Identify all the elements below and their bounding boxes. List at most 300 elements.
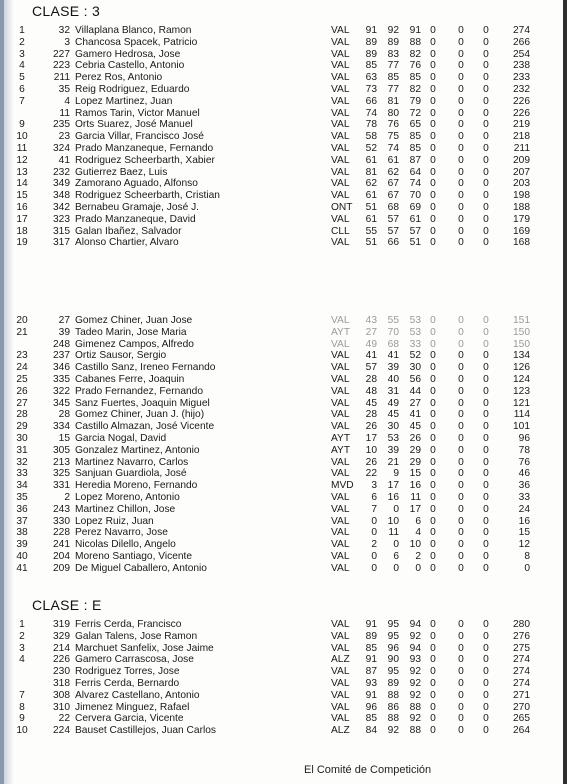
table-row: [4, 666, 563, 678]
position-cell: 33: [16, 468, 28, 480]
extra-2-cell: 0: [458, 432, 464, 444]
footer-signature: El Comité de Competición: [304, 764, 432, 776]
dorsal-cell: 349: [53, 178, 70, 190]
name-cell: Jimenez Minguez, Rafael: [75, 701, 190, 713]
name-cell: Ferris Cerda, Bernardo: [75, 677, 180, 689]
name-cell: Lopez Ruiz, Juan: [75, 515, 154, 527]
name-cell: Lopez Moreno, Antonio: [75, 491, 180, 503]
club-cell: VAL: [331, 72, 350, 84]
club-cell: VAL: [331, 83, 350, 95]
section-title-clase-3: CLASE : 3: [32, 3, 101, 19]
extra-2-cell: 0: [458, 456, 464, 468]
extra-2-cell: 0: [458, 107, 464, 119]
dorsal-cell: 23: [58, 131, 70, 143]
dorsal-cell: 204: [53, 550, 70, 562]
series-3-cell: 85: [409, 142, 421, 154]
extra-3-cell: 0: [483, 689, 489, 701]
series-2-cell: 95: [387, 630, 399, 642]
table-row: [4, 480, 563, 492]
dorsal-cell: 41: [58, 154, 70, 166]
club-cell: VAL: [331, 178, 350, 190]
club-cell: VAL: [331, 713, 350, 725]
series-2-cell: 88: [387, 689, 399, 701]
extra-1-cell: 0: [430, 60, 436, 72]
series-3-cell: 51: [409, 237, 421, 249]
dorsal-cell: 319: [53, 619, 70, 630]
club-cell: VAL: [331, 25, 350, 36]
extra-3-cell: 0: [483, 225, 489, 237]
dorsal-cell: 27: [58, 315, 70, 326]
name-cell: Ortiz Sausor, Sergio: [75, 350, 167, 362]
series-1-cell: 28: [365, 409, 377, 421]
extra-1-cell: 0: [430, 503, 436, 515]
series-3-cell: 4: [415, 527, 421, 539]
series-2-cell: 9: [393, 468, 399, 480]
extra-1-cell: 0: [430, 432, 436, 444]
dorsal-cell: 346: [53, 362, 70, 374]
table-row: [4, 492, 563, 504]
total-cell: 209: [513, 154, 530, 166]
name-cell: De Miguel Caballero, Antonio: [75, 562, 207, 574]
position-cell: 24: [16, 362, 28, 374]
club-cell: VAL: [331, 237, 350, 249]
series-3-cell: 0: [415, 562, 421, 574]
series-3-cell: 92: [409, 666, 421, 678]
extra-1-cell: 0: [430, 701, 436, 713]
extra-2-cell: 0: [458, 72, 464, 84]
total-cell: 218: [513, 131, 530, 143]
series-3-cell: 82: [409, 83, 421, 95]
extra-2-cell: 0: [458, 178, 464, 190]
extra-1-cell: 0: [430, 642, 436, 654]
position-cell: 2: [19, 36, 25, 48]
total-cell: 265: [513, 713, 530, 725]
table-row: [4, 362, 563, 374]
extra-2-cell: 0: [458, 619, 464, 630]
club-cell: MVD: [331, 480, 354, 492]
table-row: [4, 190, 563, 202]
club-cell: VAL: [331, 539, 350, 551]
extra-1-cell: 0: [430, 491, 436, 503]
position-cell: 9: [19, 119, 25, 131]
total-cell: 274: [513, 654, 530, 666]
position-cell: 5: [19, 72, 25, 84]
series-2-cell: 95: [387, 666, 399, 678]
extra-3-cell: 0: [483, 421, 489, 433]
position-cell: 8: [19, 701, 25, 713]
series-1-cell: 63: [365, 72, 377, 84]
extra-1-cell: 0: [430, 480, 436, 492]
series-1-cell: 85: [365, 713, 377, 725]
extra-2-cell: 0: [458, 713, 464, 725]
extra-3-cell: 0: [483, 539, 489, 551]
extra-2-cell: 0: [458, 503, 464, 515]
extra-1-cell: 0: [430, 456, 436, 468]
dorsal-cell: 334: [53, 421, 70, 433]
total-cell: 226: [513, 107, 530, 119]
series-1-cell: 6: [371, 491, 377, 503]
name-cell: Bauset Castillejos, Juan Carlos: [75, 725, 216, 737]
series-1-cell: 49: [365, 338, 377, 350]
series-2-cell: 57: [387, 213, 399, 225]
extra-1-cell: 0: [430, 397, 436, 409]
position-cell: 31: [16, 444, 28, 456]
position-cell: 7: [19, 689, 25, 701]
series-3-cell: 82: [409, 48, 421, 60]
extra-2-cell: 0: [458, 701, 464, 713]
position-cell: 38: [16, 527, 28, 539]
series-2-cell: 62: [387, 166, 399, 178]
club-cell: AYT: [331, 326, 351, 338]
table-row: [4, 702, 563, 714]
club-cell: ONT: [331, 201, 353, 213]
series-3-cell: 53: [409, 315, 421, 326]
extra-1-cell: 0: [430, 326, 436, 338]
total-cell: 124: [513, 373, 530, 385]
position-cell: 10: [16, 725, 28, 737]
series-2-cell: 49: [387, 397, 399, 409]
series-1-cell: 66: [365, 95, 377, 107]
position-cell: 18: [16, 225, 28, 237]
extra-3-cell: 0: [483, 701, 489, 713]
name-cell: Gomez Chiner, Juan Jose: [75, 315, 193, 326]
series-1-cell: 3: [371, 480, 377, 492]
name-cell: Gomez Chiner, Juan J. (hijo): [75, 409, 205, 421]
series-3-cell: 69: [409, 201, 421, 213]
total-cell: 169: [513, 225, 530, 237]
dorsal-cell: 342: [53, 201, 70, 213]
position-cell: 27: [16, 397, 28, 409]
dorsal-cell: 310: [53, 701, 70, 713]
series-1-cell: 58: [365, 131, 377, 143]
extra-3-cell: 0: [483, 72, 489, 84]
dorsal-cell: 214: [53, 642, 70, 654]
extra-3-cell: 0: [483, 630, 489, 642]
results-table-clase-3-continued: [4, 315, 563, 575]
table-row: [4, 504, 563, 516]
position-cell: 13: [16, 166, 28, 178]
results-table-clase-3: [4, 25, 563, 249]
total-cell: 121: [513, 397, 530, 409]
total-cell: 271: [513, 689, 530, 701]
table-row: [4, 563, 563, 575]
series-3-cell: 29: [409, 456, 421, 468]
extra-2-cell: 0: [458, 527, 464, 539]
extra-1-cell: 0: [430, 725, 436, 737]
series-2-cell: 57: [387, 225, 399, 237]
series-1-cell: 85: [365, 60, 377, 72]
series-2-cell: 55: [387, 315, 399, 326]
club-cell: VAL: [331, 468, 350, 480]
table-row: [4, 315, 563, 327]
series-2-cell: 68: [387, 338, 399, 350]
series-2-cell: 0: [393, 539, 399, 551]
name-cell: Gamero Hedrosa, Jose: [75, 48, 181, 60]
series-1-cell: 81: [365, 166, 377, 178]
series-1-cell: 17: [365, 432, 377, 444]
position-cell: 4: [19, 60, 25, 72]
name-cell: Ramos Tarin, Victor Manuel: [75, 107, 200, 119]
table-row: [4, 551, 563, 563]
series-1-cell: 0: [371, 550, 377, 562]
series-2-cell: 96: [387, 642, 399, 654]
series-2-cell: 30: [387, 421, 399, 433]
club-cell: VAL: [331, 131, 350, 143]
club-cell: VAL: [331, 491, 350, 503]
dorsal-cell: 308: [53, 689, 70, 701]
series-2-cell: 31: [387, 385, 399, 397]
dorsal-cell: 2: [64, 491, 70, 503]
extra-3-cell: 0: [483, 142, 489, 154]
dorsal-cell: 330: [53, 515, 70, 527]
extra-1-cell: 0: [430, 25, 436, 36]
position-cell: 32: [16, 456, 28, 468]
dorsal-cell: 213: [53, 456, 70, 468]
position-cell: 30: [16, 432, 28, 444]
club-cell: VAL: [331, 689, 350, 701]
dorsal-cell: 322: [53, 385, 70, 397]
extra-1-cell: 0: [430, 539, 436, 551]
club-cell: VAL: [331, 666, 350, 678]
series-1-cell: 10: [365, 444, 377, 456]
club-cell: VAL: [331, 142, 350, 154]
extra-3-cell: 0: [483, 190, 489, 202]
table-row: [4, 202, 563, 214]
series-3-cell: 57: [409, 225, 421, 237]
extra-3-cell: 0: [483, 642, 489, 654]
extra-1-cell: 0: [430, 373, 436, 385]
series-3-cell: 26: [409, 432, 421, 444]
club-cell: VAL: [331, 619, 350, 630]
series-1-cell: 91: [365, 25, 377, 36]
club-cell: VAL: [331, 503, 350, 515]
position-cell: 39: [16, 539, 28, 551]
name-cell: Cabanes Ferre, Joaquin: [75, 373, 185, 385]
results-table-clase-e: [4, 619, 563, 737]
club-cell: VAL: [331, 373, 350, 385]
name-cell: Garcia Nogal, David: [75, 432, 167, 444]
total-cell: 150: [513, 326, 530, 338]
table-row: [4, 143, 563, 155]
total-cell: 126: [513, 362, 530, 374]
club-cell: VAL: [331, 701, 350, 713]
extra-3-cell: 0: [483, 350, 489, 362]
name-cell: Marchuet Sanfelix, Jose Jaime: [75, 642, 214, 654]
position-cell: 3: [19, 48, 25, 60]
extra-3-cell: 0: [483, 154, 489, 166]
table-row: [4, 131, 563, 143]
extra-1-cell: 0: [430, 142, 436, 154]
total-cell: 276: [513, 630, 530, 642]
dorsal-cell: 345: [53, 397, 70, 409]
dorsal-cell: 223: [53, 60, 70, 72]
total-cell: 238: [513, 60, 530, 72]
club-cell: VAL: [331, 677, 350, 689]
name-cell: Chancosa Spacek, Patricio: [75, 36, 198, 48]
series-3-cell: 33: [409, 338, 421, 350]
extra-3-cell: 0: [483, 619, 489, 630]
club-cell: VAL: [331, 642, 350, 654]
club-cell: ALZ: [331, 725, 350, 737]
series-3-cell: 45: [409, 421, 421, 433]
extra-2-cell: 0: [458, 142, 464, 154]
extra-1-cell: 0: [430, 190, 436, 202]
club-cell: VAL: [331, 107, 350, 119]
dorsal-cell: 315: [53, 225, 70, 237]
series-3-cell: 94: [409, 642, 421, 654]
series-3-cell: 74: [409, 178, 421, 190]
position-cell: 11: [16, 142, 28, 154]
table-row: [4, 457, 563, 469]
extra-2-cell: 0: [458, 237, 464, 249]
name-cell: Ferris Cerda, Francisco: [75, 619, 182, 630]
extra-2-cell: 0: [458, 385, 464, 397]
series-3-cell: 91: [409, 25, 421, 36]
extra-1-cell: 0: [430, 444, 436, 456]
total-cell: 274: [513, 25, 530, 36]
extra-2-cell: 0: [458, 689, 464, 701]
name-cell: Prado Fernandez, Fernando: [75, 385, 203, 397]
extra-3-cell: 0: [483, 397, 489, 409]
series-2-cell: 95: [387, 619, 399, 630]
dorsal-cell: 305: [53, 444, 70, 456]
extra-3-cell: 0: [483, 373, 489, 385]
series-1-cell: 91: [365, 689, 377, 701]
series-1-cell: 57: [365, 362, 377, 374]
table-row: [4, 339, 563, 351]
club-cell: VAL: [331, 338, 350, 350]
series-1-cell: 7: [371, 503, 377, 515]
name-cell: Reig Rodriguez, Eduardo: [75, 83, 190, 95]
series-1-cell: 48: [365, 385, 377, 397]
series-3-cell: 93: [409, 654, 421, 666]
series-3-cell: 79: [409, 95, 421, 107]
extra-1-cell: 0: [430, 201, 436, 213]
series-2-cell: 90: [387, 654, 399, 666]
extra-2-cell: 0: [458, 666, 464, 678]
extra-1-cell: 0: [430, 338, 436, 350]
series-2-cell: 61: [387, 154, 399, 166]
dorsal-cell: 15: [58, 432, 70, 444]
table-row: [4, 678, 563, 690]
name-cell: Gimenez Campos, Alfredo: [75, 338, 194, 350]
series-3-cell: 16: [409, 480, 421, 492]
extra-1-cell: 0: [430, 213, 436, 225]
extra-1-cell: 0: [430, 654, 436, 666]
series-2-cell: 70: [387, 326, 399, 338]
series-2-cell: 6: [393, 550, 399, 562]
series-3-cell: 87: [409, 154, 421, 166]
series-3-cell: 92: [409, 713, 421, 725]
series-2-cell: 67: [387, 190, 399, 202]
total-cell: 203: [513, 178, 530, 190]
extra-3-cell: 0: [483, 83, 489, 95]
extra-1-cell: 0: [430, 119, 436, 131]
dorsal-cell: 318: [53, 677, 70, 689]
total-cell: 36: [518, 480, 530, 492]
extra-3-cell: 0: [483, 107, 489, 119]
extra-1-cell: 0: [430, 315, 436, 326]
extra-1-cell: 0: [430, 619, 436, 630]
name-cell: Alvarez Castellano, Antonio: [75, 689, 200, 701]
position-cell: 10: [16, 131, 28, 143]
series-2-cell: 81: [387, 95, 399, 107]
series-3-cell: 27: [409, 397, 421, 409]
total-cell: 270: [513, 701, 530, 713]
position-cell: 20: [16, 315, 28, 326]
series-1-cell: 43: [365, 315, 377, 326]
name-cell: Sanjuan Guardiola, José: [75, 468, 187, 480]
extra-1-cell: 0: [430, 107, 436, 119]
position-cell: 28: [16, 409, 28, 421]
dorsal-cell: 243: [53, 503, 70, 515]
dorsal-cell: 329: [53, 630, 70, 642]
total-cell: 168: [513, 237, 530, 249]
total-cell: 16: [518, 515, 530, 527]
series-2-cell: 53: [387, 432, 399, 444]
series-3-cell: 11: [410, 491, 421, 503]
series-2-cell: 39: [387, 362, 399, 374]
club-cell: VAL: [331, 456, 350, 468]
extra-2-cell: 0: [458, 225, 464, 237]
series-3-cell: 29: [409, 444, 421, 456]
series-1-cell: 84: [365, 725, 377, 737]
extra-1-cell: 0: [430, 95, 436, 107]
series-2-cell: 40: [387, 373, 399, 385]
total-cell: 207: [513, 166, 530, 178]
position-cell: 25: [16, 373, 28, 385]
name-cell: Gonzalez Martinez, Antonio: [75, 444, 200, 456]
series-1-cell: 51: [365, 237, 377, 249]
extra-2-cell: 0: [458, 362, 464, 374]
club-cell: VAL: [331, 562, 350, 574]
club-cell: VAL: [331, 385, 350, 397]
series-3-cell: 72: [409, 107, 421, 119]
extra-3-cell: 0: [483, 409, 489, 421]
dorsal-cell: 28: [58, 409, 70, 421]
extra-3-cell: 0: [483, 315, 489, 326]
dorsal-cell: 39: [58, 326, 70, 338]
series-2-cell: 77: [387, 60, 399, 72]
extra-1-cell: 0: [430, 666, 436, 678]
extra-3-cell: 0: [483, 48, 489, 60]
position-cell: 4: [19, 654, 25, 666]
series-2-cell: 17: [387, 480, 399, 492]
series-3-cell: 65: [409, 119, 421, 131]
table-row: [4, 167, 563, 179]
series-2-cell: 0: [393, 562, 399, 574]
series-2-cell: 21: [387, 456, 399, 468]
extra-3-cell: 0: [483, 666, 489, 678]
extra-3-cell: 0: [483, 550, 489, 562]
table-row: [4, 725, 563, 737]
table-row: [4, 226, 563, 238]
extra-3-cell: 0: [483, 432, 489, 444]
extra-1-cell: 0: [430, 237, 436, 249]
series-3-cell: 76: [409, 60, 421, 72]
table-row: [4, 386, 563, 398]
dorsal-cell: 248: [53, 338, 70, 350]
extra-3-cell: 0: [483, 480, 489, 492]
table-row: [4, 60, 563, 72]
series-1-cell: 26: [365, 421, 377, 433]
extra-2-cell: 0: [458, 491, 464, 503]
extra-3-cell: 0: [483, 362, 489, 374]
extra-3-cell: 0: [483, 119, 489, 131]
extra-1-cell: 0: [430, 362, 436, 374]
extra-3-cell: 0: [483, 713, 489, 725]
extra-1-cell: 0: [430, 350, 436, 362]
